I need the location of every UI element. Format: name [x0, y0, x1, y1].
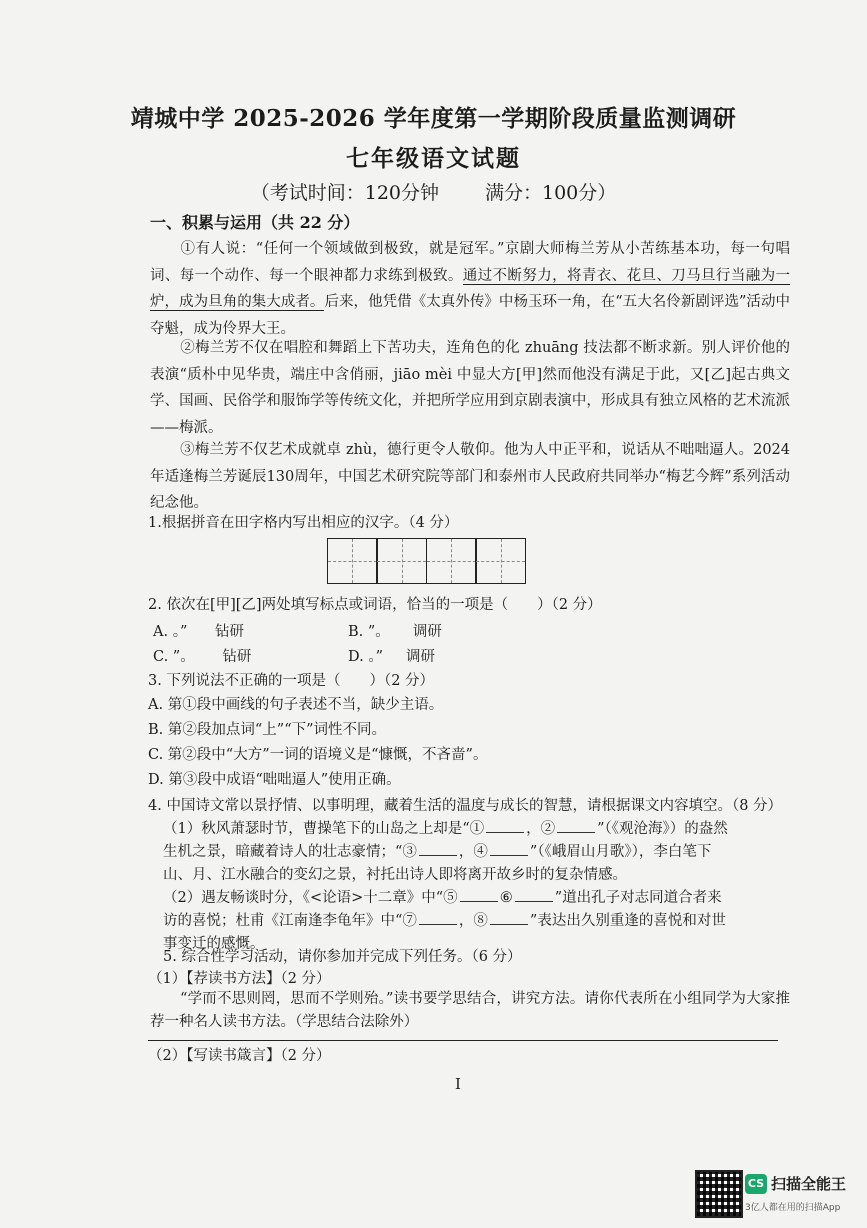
- answer-box[interactable]: [475, 538, 526, 584]
- q5-task-2: （2）【写读书箴言】（2 分）: [148, 1048, 331, 1064]
- exam-info: [0, 178, 867, 205]
- tianzige-grid: [328, 538, 526, 584]
- q2-option-a[interactable]: A. 。” 钻研: [153, 624, 245, 640]
- exam-score: 满分：100分）: [485, 182, 617, 204]
- blank-8[interactable]: [490, 910, 528, 925]
- exam-time: （考试时间：120分钟: [250, 182, 439, 204]
- q4-line-4: （2）遇友畅谈时分，《<论语>十二章》中“⑤ ⑥ ”道出孔子对志同道合者来: [163, 887, 722, 909]
- blank-4[interactable]: [490, 841, 528, 856]
- q4-line-5: 访的喜悦；杜甫《江南逢李龟年》中“⑦ ，⑧ ”表达出久别重逢的喜悦和对世: [163, 910, 726, 932]
- answer-box[interactable]: [327, 538, 378, 584]
- q3-option-c[interactable]: C. 第②段中“大方”一词的语境义是“慷慨，不吝啬”。: [148, 747, 488, 763]
- blank-5[interactable]: [460, 887, 498, 902]
- answer-box[interactable]: [376, 538, 427, 584]
- question-4: 4. 中国诗文常以景抒情、以事明理，藏着生活的温度与成长的智慧，请根据课文内容填空。（8 分）: [148, 798, 783, 814]
- scanner-watermark: [695, 1170, 855, 1218]
- q5-task-1-text: “学而不思则罔，思而不学则殆。”读书要学思结合，讲究方法。请你代表所在小组同学为大家推荐一种名人读书方法。（学思结合法除外）: [150, 991, 790, 1030]
- q3-option-a[interactable]: A. 第①段中画线的句子表述不当，缺少主语。: [148, 697, 444, 713]
- exam-subtitle: 七年级语文试题: [346, 145, 521, 172]
- underlined-sentence: 通过不断努力，将青衣、花旦、刀马旦行当融为一炉，成为旦角的集大成者。: [150, 267, 790, 310]
- blank-6[interactable]: [515, 887, 553, 902]
- blank-3[interactable]: [419, 841, 457, 856]
- question-2: 2. 依次在[甲][乙]两处填写标点或词语，恰当的一项是（ ）（2 分）: [148, 597, 602, 613]
- q2-option-c[interactable]: C. ”。 钻研: [153, 649, 252, 665]
- blank-1[interactable]: [486, 818, 524, 833]
- blank-7[interactable]: [419, 910, 457, 925]
- question-5: 5. 综合性学习活动，请你参加并完成下列任务。（6 分）: [163, 949, 522, 965]
- section-heading: 一、积累与运用（共 22 分）: [150, 213, 360, 232]
- watermark-name: 扫描全能王: [771, 1175, 847, 1193]
- q2-option-d[interactable]: D. 。” 调研: [348, 649, 436, 665]
- q3-option-b[interactable]: B. 第②段加点词“上”“下”词性不同。: [148, 722, 387, 738]
- answer-line[interactable]: [148, 1040, 778, 1041]
- q5-task-1: （1）【荐读书方法】（2 分）: [148, 971, 331, 987]
- page-number: I: [455, 1075, 461, 1093]
- passage-paragraph-1: ①有人说：“任何一个领域做到极致，就是冠军。”京剧大师梅兰芳从小苦练基本功，每一句唱词、每一个动作、每一个眼神都力求练到极致。通过不断努力，将青衣、花旦、刀马旦行当融为一炉，成为旦角的集大成者。后来，他凭借《太真外传》中杨玉环一角，在“五大名伶新剧评选”活动中夺魁，成为伶界大王。: [150, 241, 791, 337]
- answer-box[interactable]: [426, 538, 477, 584]
- question-3: 3. 下列说法不正确的一项是（ ）（2 分）: [148, 673, 435, 689]
- question-1: 1.根据拼音在田字格内写出相应的汉字。（4 分）: [148, 515, 459, 531]
- passage-paragraph-3: ③梅兰芳不仅艺术成就卓 zhù，德行更令人敬仰。他为人中正平和，说话从不咄咄逼人。2024 年适逢梅兰芳诞辰130周年，中国艺术研究院等部门和泰州市人民政府共同举办“梅艺今辉”系列活动纪念他。: [150, 442, 790, 511]
- blank-2[interactable]: [557, 818, 595, 833]
- q2-option-b[interactable]: B. ”。 调研: [348, 624, 442, 640]
- passage-paragraph-2: ②梅兰芳不仅在唱腔和舞蹈上下苦功夫，连角色的化 zhuāng 技法都不断求新。别人评价他的表演“质朴中见华贵，端庄中含俏丽，jiāo mèi 中显大方[甲]然而他没有满足于此，又[乙]起古典文学、国画、民俗学和服饰学等传统文化，并把所学应用到京剧表演中，形成具有独立风格的艺术流派——梅派。: [150, 340, 790, 436]
- exam-title: 靖城中学 2025-2026 学年度第一学期阶段质量监测调研: [130, 105, 737, 132]
- q4-line-2: 生机之景，暗藏着诗人的壮志豪情；“③ ，④ ”（《峨眉山月歌》），李白笔下: [163, 841, 711, 863]
- q4-line-3: 山、月、江水融合的变幻之景，衬托出诗人即将离开故乡时的复杂情感。: [163, 867, 627, 883]
- camscanner-logo: CS: [745, 1174, 767, 1194]
- q4-line-6: 事变迁的感慨。: [163, 936, 265, 952]
- q3-option-d[interactable]: D. 第③段中成语“咄咄逼人”使用正确。: [148, 772, 401, 788]
- watermark-tagline: 3亿人都在用的扫描App: [745, 1203, 841, 1213]
- qr-code-icon: [695, 1170, 743, 1218]
- q4-line-1: （1）秋风萧瑟时节，曹操笔下的山岛之上却是“① ，② ”（《观沧海》）的盎然: [163, 818, 728, 840]
